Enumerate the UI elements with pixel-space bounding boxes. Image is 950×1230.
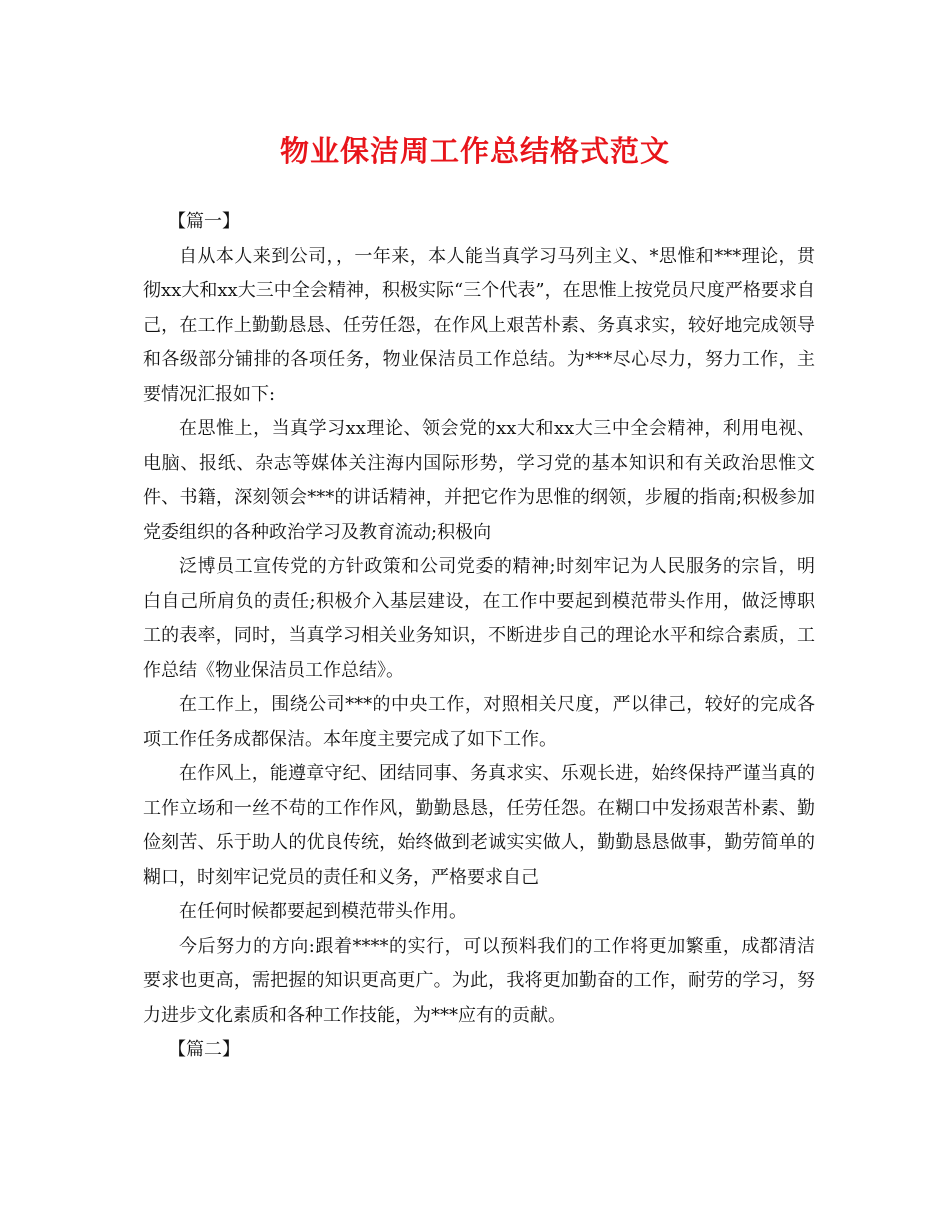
paragraph-4: 在工作上，围绕公司***的中央工作，对照相关尺度，严以律己，较好的完成各项工作任务成都保洁。本年度主要完成了如下工作。 — [143, 694, 815, 750]
paragraph-2: 在思惟上，当真学习xx理论、领会党的xx大和xx大三中全会精神，利用电视、电脑、报纸、杂志等媒体关注海内国际形势，学习党的基本知识和有关政治思惟文件、书籍，深刻领会***的讲话精神，并把它作为思惟的纲领，步履的指南;积极参加党委组织的各种政治学习及教育流动;积极向 — [143, 418, 815, 543]
paragraph-5: 在作风上，能遵章守纪、团结同事、务真求实、乐观长进，始终保持严谨当真的工作立场和一丝不苟的工作作风，勤勤恳恳，任劳任怨。在糊口中发扬艰苦朴素、勤俭刻苦、乐于助人的优良传统，始终做到老诚实实做人，勤勤恳恳做事，勤劳简单的糊口，时刻牢记党员的责任和义务，严格要求自己 — [143, 763, 815, 888]
paragraph-7: 今后努力的方向:跟着****的实行，可以预料我们的工作将更加繁重，成都清洁要求也更高，需把握的知识更高更广。为此，我将更加勤奋的工作，耐劳的学习，努力进步文化素质和各种工作技能，为***应有的贡献。 — [143, 935, 815, 1026]
section-heading-1: 【篇一】 — [168, 211, 240, 232]
document-body — [143, 205, 815, 1068]
section-heading-2: 【篇二】 — [168, 1039, 240, 1060]
document-title: 物业保洁周工作总结格式范文 — [279, 134, 670, 168]
paragraph-3: 泛博员工宣传党的方针政策和公司党委的精神;时刻牢记为人民服务的宗旨，明白自己所肩负的责任;积极介入基层建设，在工作中要起到模范带头作用，做泛博职工的表率，同时，当真学习相关业务知识，不断进步自己的理论水平和综合素质，工作总结《物业保洁员工作总结》。 — [143, 556, 815, 681]
paragraph-6: 在任何时候都要起到模范带头作用。 — [179, 901, 467, 922]
paragraph-1: 自从本人来到公司，，一年来，本人能当真学习马列主义、*思惟和***理论，贯彻xx大和xx大三中全会精神，积极实际“三个代表”，在思惟上按党员尺度严格要求自己，在工作上勤勤恳恳、任劳任怨，在作风上艰苦朴素、务真求实，较好地完成领导和各级部分铺排的各项任务，物业保洁员工作总结。为***尽心尽力，努力工作，主要情况汇报如下: — [143, 245, 815, 405]
